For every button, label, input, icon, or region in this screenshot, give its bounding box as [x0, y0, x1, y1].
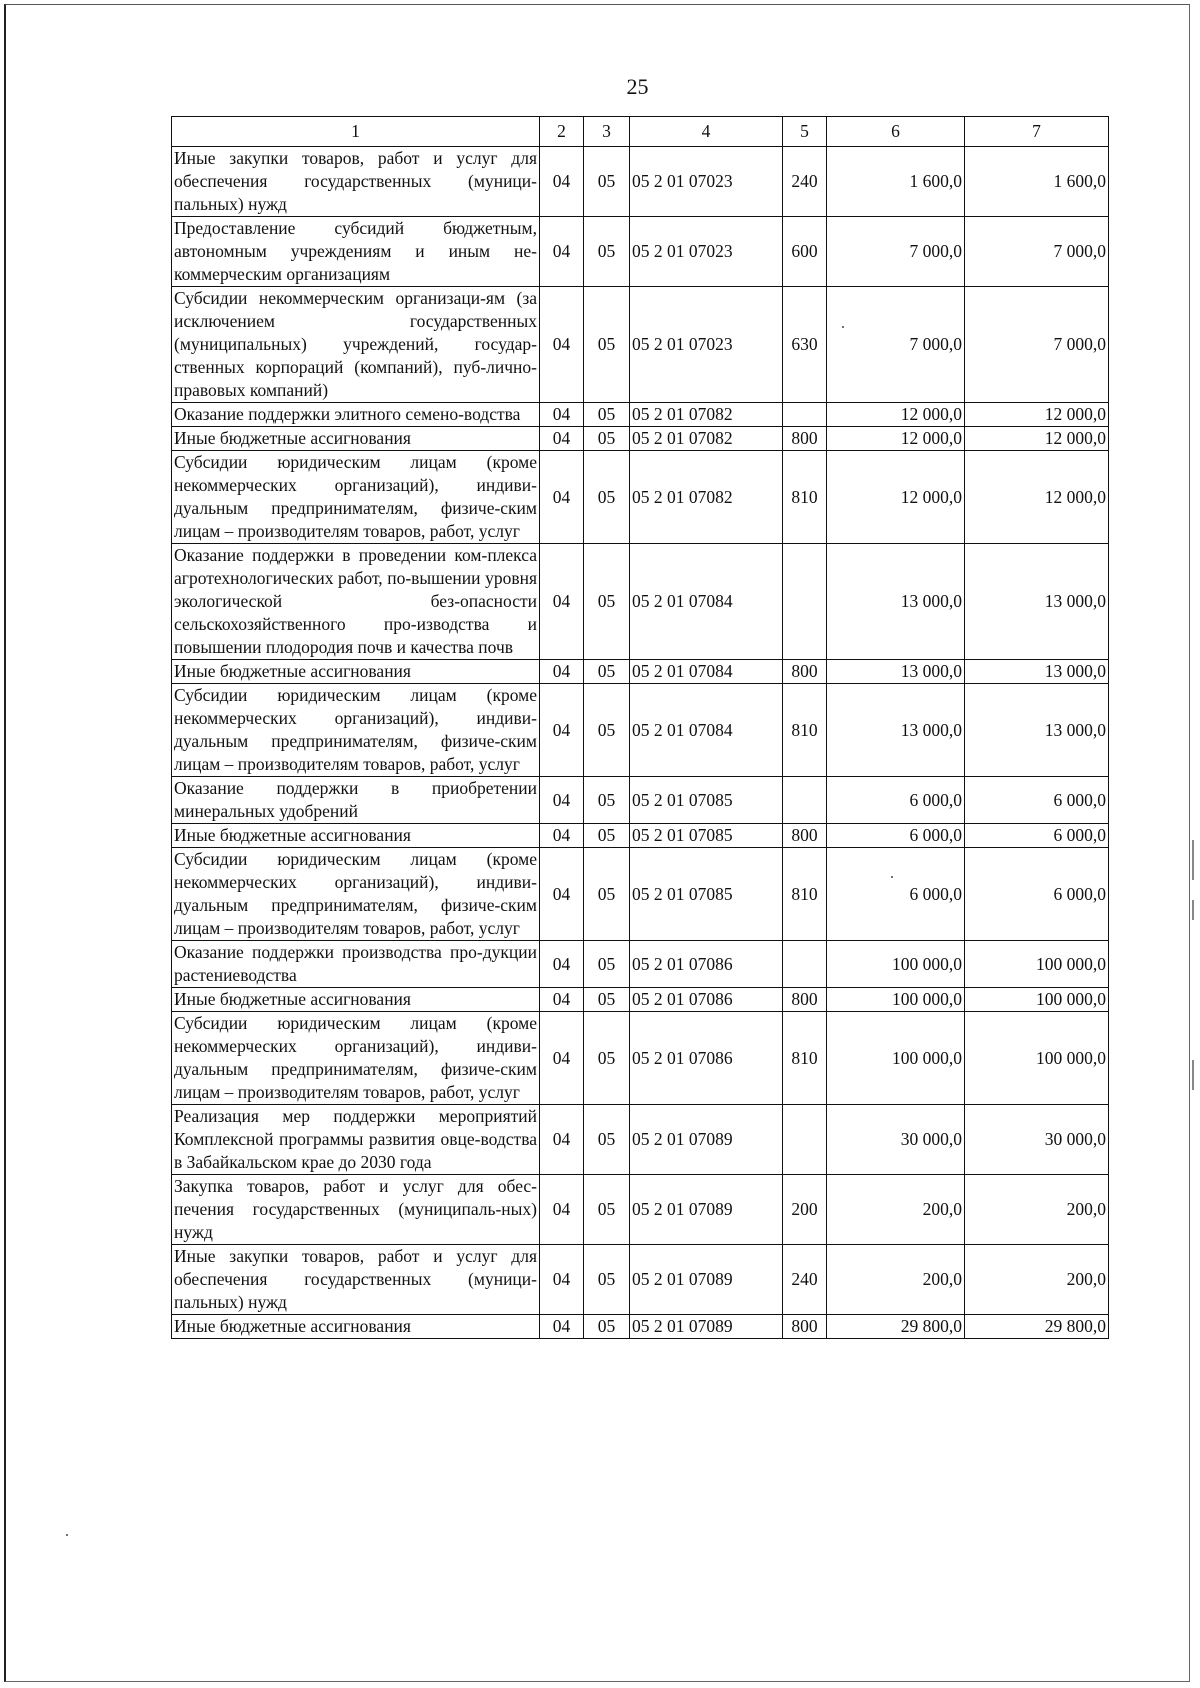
row-amount-col6: 7 000,0: [827, 287, 965, 403]
row-amount-col6: 6 000,0: [827, 824, 965, 848]
edge-mark: [1192, 840, 1194, 880]
header-col-6: 6: [827, 117, 965, 147]
table-row: [172, 427, 1109, 451]
row-name: Реализация мер поддержки мероприятий Комплексной программы развития овце-водства в Забайкальском крае до 2030 года: [172, 1105, 540, 1175]
row-expense-type: 810: [783, 451, 827, 544]
row-amount-col6: 100 000,0: [827, 1012, 965, 1105]
header-col-4: 4: [630, 117, 783, 147]
row-amount-col7: 13 000,0: [965, 660, 1109, 684]
row-amount-col6: 6 000,0: [827, 848, 965, 941]
row-section: 04: [540, 1315, 584, 1339]
row-subsection: 05: [584, 1245, 630, 1315]
row-section: 04: [540, 147, 584, 217]
header-col-5: 5: [783, 117, 827, 147]
row-amount-col7: 6 000,0: [965, 777, 1109, 824]
row-expense-type: 810: [783, 1012, 827, 1105]
table-row: [172, 1315, 1109, 1339]
row-subsection: 05: [584, 544, 630, 660]
row-section: 04: [540, 660, 584, 684]
row-section: 04: [540, 777, 584, 824]
row-section: 04: [540, 988, 584, 1012]
row-target-article: 05 2 01 07023: [630, 217, 783, 287]
table-row: [172, 451, 1109, 544]
row-target-article: 05 2 01 07089: [630, 1105, 783, 1175]
row-expense-type: 800: [783, 988, 827, 1012]
table-row: [172, 777, 1109, 824]
row-target-article: 05 2 01 07085: [630, 824, 783, 848]
row-section: 04: [540, 1245, 584, 1315]
scan-speck: [66, 1534, 68, 1536]
row-expense-type: 810: [783, 848, 827, 941]
row-amount-col6: 100 000,0: [827, 941, 965, 988]
row-amount-col7: 30 000,0: [965, 1105, 1109, 1175]
row-amount-col7: 7 000,0: [965, 217, 1109, 287]
row-subsection: 05: [584, 1105, 630, 1175]
table-row: [172, 1105, 1109, 1175]
row-name: Иные бюджетные ассигнования: [172, 824, 540, 848]
row-expense-type: 800: [783, 1315, 827, 1339]
row-amount-col7: 6 000,0: [965, 848, 1109, 941]
table-body: [172, 147, 1109, 1339]
table-row: [172, 217, 1109, 287]
row-amount-col6: 29 800,0: [827, 1315, 965, 1339]
page-number: 25: [626, 74, 649, 99]
row-expense-type: 600: [783, 217, 827, 287]
header-col-1: 1: [172, 117, 540, 147]
row-amount-col7: 13 000,0: [965, 684, 1109, 777]
row-target-article: 05 2 01 07089: [630, 1175, 783, 1245]
table-row: [172, 1175, 1109, 1245]
row-name: Предоставление субсидий бюджетным, автономным учреждениям и иным не-коммерческим организациям: [172, 217, 540, 287]
budget-table: [171, 116, 1109, 1339]
row-amount-col7: 12 000,0: [965, 403, 1109, 427]
table-row: [172, 684, 1109, 777]
row-section: 04: [540, 824, 584, 848]
row-amount-col7: 7 000,0: [965, 287, 1109, 403]
row-section: 04: [540, 1105, 584, 1175]
table-row: [172, 848, 1109, 941]
row-subsection: 05: [584, 403, 630, 427]
row-subsection: 05: [584, 451, 630, 544]
row-amount-col6: 12 000,0: [827, 451, 965, 544]
row-section: 04: [540, 451, 584, 544]
row-target-article: 05 2 01 07089: [630, 1315, 783, 1339]
row-expense-type: 240: [783, 1245, 827, 1315]
row-target-article: 05 2 01 07086: [630, 1012, 783, 1105]
row-name: Иные бюджетные ассигнования: [172, 988, 540, 1012]
table-row: [172, 147, 1109, 217]
row-target-article: 05 2 01 07084: [630, 684, 783, 777]
scan-speck: [842, 326, 844, 328]
row-target-article: 05 2 01 07082: [630, 403, 783, 427]
row-expense-type: 800: [783, 824, 827, 848]
row-subsection: 05: [584, 287, 630, 403]
edge-mark: [1192, 900, 1194, 920]
row-subsection: 05: [584, 777, 630, 824]
row-name: Субсидии юридическим лицам (кроме некоммерческих организаций), индиви-дуальным предпринимателям, физиче-ским лицам – производителям товаров, работ, услуг: [172, 1012, 540, 1105]
row-section: 04: [540, 941, 584, 988]
row-name: Закупка товаров, работ и услуг для обес-печения государственных (муниципаль-ных) нужд: [172, 1175, 540, 1245]
row-target-article: 05 2 01 07082: [630, 427, 783, 451]
row-amount-col6: 30 000,0: [827, 1105, 965, 1175]
table-row: [172, 287, 1109, 403]
row-expense-type: [783, 544, 827, 660]
row-target-article: 05 2 01 07085: [630, 777, 783, 824]
row-name: Субсидии юридическим лицам (кроме некоммерческих организаций), индиви-дуальным предпринимателям, физиче-ским лицам – производителям товаров, работ, услуг: [172, 848, 540, 941]
row-amount-col6: 12 000,0: [827, 403, 965, 427]
row-amount-col6: 13 000,0: [827, 684, 965, 777]
row-name: Иные закупки товаров, работ и услуг для обеспечения государственных (муници-пальных) нужд: [172, 147, 540, 217]
row-section: 04: [540, 1012, 584, 1105]
row-expense-type: 240: [783, 147, 827, 217]
row-subsection: 05: [584, 988, 630, 1012]
table-row: [172, 403, 1109, 427]
row-amount-col6: 7 000,0: [827, 217, 965, 287]
row-amount-col7: 1 600,0: [965, 147, 1109, 217]
table-row: [172, 1012, 1109, 1105]
row-name: Оказание поддержки производства про-дукции растениеводства: [172, 941, 540, 988]
row-target-article: 05 2 01 07084: [630, 544, 783, 660]
row-name: Иные бюджетные ассигнования: [172, 427, 540, 451]
row-subsection: 05: [584, 1175, 630, 1245]
row-expense-type: [783, 1105, 827, 1175]
table-row: [172, 824, 1109, 848]
row-amount-col7: 6 000,0: [965, 824, 1109, 848]
table-row: [172, 660, 1109, 684]
row-subsection: 05: [584, 824, 630, 848]
row-target-article: 05 2 01 07023: [630, 147, 783, 217]
row-section: 04: [540, 848, 584, 941]
row-amount-col6: 200,0: [827, 1175, 965, 1245]
table-row: [172, 988, 1109, 1012]
table-row: [172, 941, 1109, 988]
row-amount-col7: 100 000,0: [965, 988, 1109, 1012]
row-amount-col6: 100 000,0: [827, 988, 965, 1012]
row-target-article: 05 2 01 07084: [630, 660, 783, 684]
row-subsection: 05: [584, 217, 630, 287]
header-col-2: 2: [540, 117, 584, 147]
row-amount-col6: 6 000,0: [827, 777, 965, 824]
row-target-article: 05 2 01 07086: [630, 988, 783, 1012]
row-expense-type: [783, 777, 827, 824]
row-expense-type: 810: [783, 684, 827, 777]
row-name: Субсидии юридическим лицам (кроме некоммерческих организаций), индиви-дуальным предпринимателям, физиче-ским лицам – производителям товаров, работ, услуг: [172, 684, 540, 777]
table-row: [172, 1245, 1109, 1315]
row-section: 04: [540, 287, 584, 403]
row-name: Иные бюджетные ассигнования: [172, 1315, 540, 1339]
row-amount-col6: 13 000,0: [827, 660, 965, 684]
row-expense-type: 800: [783, 660, 827, 684]
row-section: 04: [540, 684, 584, 777]
row-subsection: 05: [584, 848, 630, 941]
row-subsection: 05: [584, 684, 630, 777]
row-amount-col7: 12 000,0: [965, 451, 1109, 544]
row-section: 04: [540, 217, 584, 287]
row-expense-type: 630: [783, 287, 827, 403]
row-expense-type: 800: [783, 427, 827, 451]
row-target-article: 05 2 01 07085: [630, 848, 783, 941]
row-target-article: 05 2 01 07023: [630, 287, 783, 403]
row-amount-col7: 100 000,0: [965, 1012, 1109, 1105]
row-section: 04: [540, 544, 584, 660]
row-name: Субсидии некоммерческим организаци-ям (за исключением государственных (муниципальных) учреждений, государ-ственных корпораций (компаний), пуб-лично-правовых компаний): [172, 287, 540, 403]
row-expense-type: 200: [783, 1175, 827, 1245]
row-subsection: 05: [584, 147, 630, 217]
row-amount-col7: 12 000,0: [965, 427, 1109, 451]
row-subsection: 05: [584, 941, 630, 988]
row-name: Иные бюджетные ассигнования: [172, 660, 540, 684]
edge-mark: [1192, 1060, 1194, 1090]
row-name: Оказание поддержки в проведении ком-плекса агротехнологических работ, по-вышении уровня экологической без-опасности сельскохозяйственного про-изводства и повышении плодородия почв и качества почв: [172, 544, 540, 660]
table-row: [172, 544, 1109, 660]
row-amount-col6: 200,0: [827, 1245, 965, 1315]
row-expense-type: [783, 941, 827, 988]
header-col-3: 3: [584, 117, 630, 147]
row-target-article: 05 2 01 07089: [630, 1245, 783, 1315]
row-amount-col6: 1 600,0: [827, 147, 965, 217]
row-name: Субсидии юридическим лицам (кроме некоммерческих организаций), индиви-дуальным предпринимателям, физиче-ским лицам – производителям товаров, работ, услуг: [172, 451, 540, 544]
row-subsection: 05: [584, 1315, 630, 1339]
row-name: Иные закупки товаров, работ и услуг для обеспечения государственных (муници-пальных) нужд: [172, 1245, 540, 1315]
row-subsection: 05: [584, 660, 630, 684]
header-col-7: 7: [965, 117, 1109, 147]
row-section: 04: [540, 427, 584, 451]
row-amount-col6: 13 000,0: [827, 544, 965, 660]
row-section: 04: [540, 1175, 584, 1245]
scan-speck: [891, 876, 893, 878]
row-name: Оказание поддержки в приобретении минеральных удобрений: [172, 777, 540, 824]
row-amount-col7: 100 000,0: [965, 941, 1109, 988]
row-amount-col7: 200,0: [965, 1245, 1109, 1315]
row-expense-type: [783, 403, 827, 427]
row-subsection: 05: [584, 427, 630, 451]
row-amount-col7: 13 000,0: [965, 544, 1109, 660]
row-amount-col6: 12 000,0: [827, 427, 965, 451]
table-header-row: [172, 117, 1109, 147]
row-section: 04: [540, 403, 584, 427]
row-subsection: 05: [584, 1012, 630, 1105]
row-amount-col7: 29 800,0: [965, 1315, 1109, 1339]
row-amount-col7: 200,0: [965, 1175, 1109, 1245]
row-name: Оказание поддержки элитного семено-водства: [172, 403, 540, 427]
row-target-article: 05 2 01 07082: [630, 451, 783, 544]
row-target-article: 05 2 01 07086: [630, 941, 783, 988]
